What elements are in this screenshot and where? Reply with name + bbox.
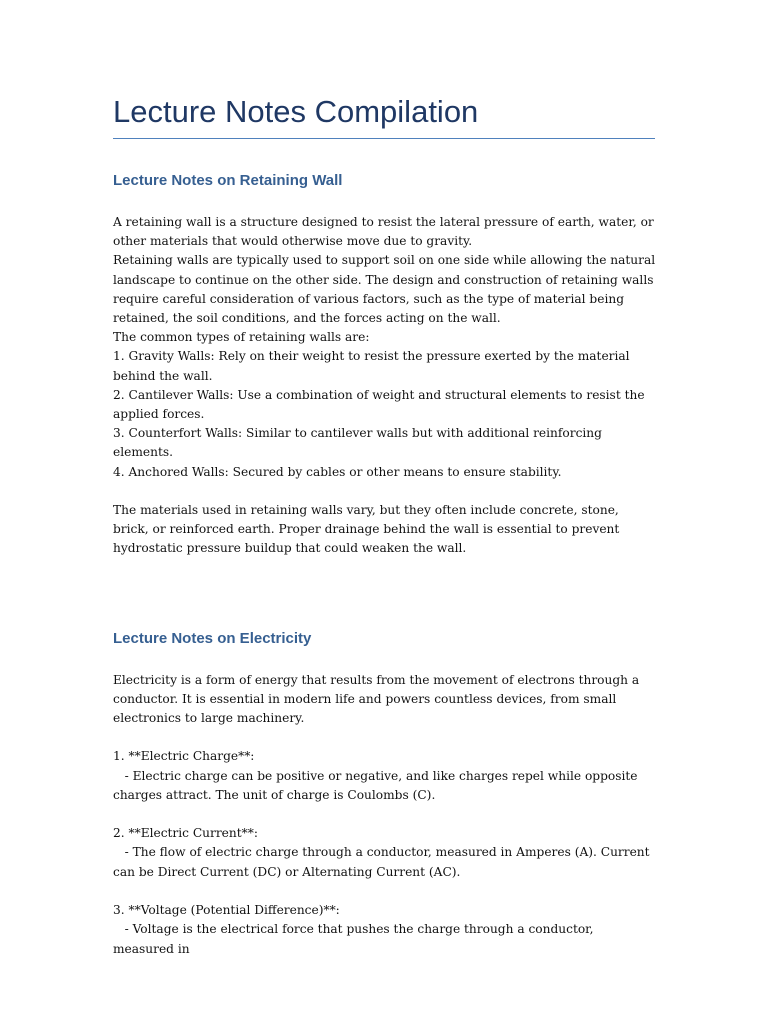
paragraph: Electricity is a form of energy that results from the movement of electrons through a conductor. It is essential in modern life and powers countless devices, from small electronics to large machinery. (113, 672, 643, 726)
blank-line (113, 482, 658, 501)
title-underline-divider (113, 138, 655, 139)
paragraph: The materials used in retaining walls vary, but they often include concrete, stone, brick, or reinforced earth. Proper drainage behind the wall is essential to prevent hydrostatic pressure buildup that could weaken the wall. (113, 503, 624, 556)
list-item: 2. Cantilever Walls: Use a combination of weight and structural elements to resist the applied forces. (113, 387, 649, 422)
list-item: 2. **Electric Current**: (113, 826, 258, 841)
blank-line (113, 728, 658, 747)
list-item-detail: - The flow of electric charge through a conductor, measured in Amperes (A). Current can be Direct Current (DC) or Alternating Current (AC). (113, 845, 654, 879)
list-item: 4. Anchored Walls: Secured by cables or other means to ensure stability. (113, 464, 562, 479)
list-item-detail: - Electric charge can be positive or negative, and like charges repel while opposite charges attract. The unit of charge is Coulombs (C). (113, 768, 642, 802)
section-heading-retaining-wall: Lecture Notes on Retaining Wall (113, 172, 343, 189)
blank-line (113, 805, 658, 824)
section-body-retaining-wall (113, 213, 660, 559)
section-heading-electricity: Lecture Notes on Electricity (113, 629, 312, 647)
paragraph: The common types of retaining walls are: (113, 330, 370, 345)
section-body-electricity (113, 671, 655, 959)
list-item-detail: - Voltage is the electrical force that pushes the charge through a conductor, measured in (113, 922, 598, 956)
list-item: 3. Counterfort Walls: Similar to cantilever walls but with additional reinforcing elements. (113, 426, 606, 460)
list-item: 1. **Electric Charge**: (113, 749, 255, 764)
paragraph: A retaining wall is a structure designed to resist the lateral pressure of earth, water, or other materials that would otherwise move due to gravity. (113, 215, 658, 249)
list-item: 3. **Voltage (Potential Difference)**: (113, 903, 340, 918)
document-title: Lecture Notes Compilation (113, 94, 479, 129)
list-item: 1. Gravity Walls: Rely on their weight to resist the pressure exerted by the material behind the wall. (113, 349, 634, 383)
paragraph: Retaining walls are typically used to support soil on one side while allowing the natural landscape to continue on the other side. The design and construction of retaining walls require careful consideration of various factors, such as the type of material being retained, the soil conditions, and the forces acting on the wall. (113, 253, 660, 326)
blank-line (113, 882, 658, 901)
